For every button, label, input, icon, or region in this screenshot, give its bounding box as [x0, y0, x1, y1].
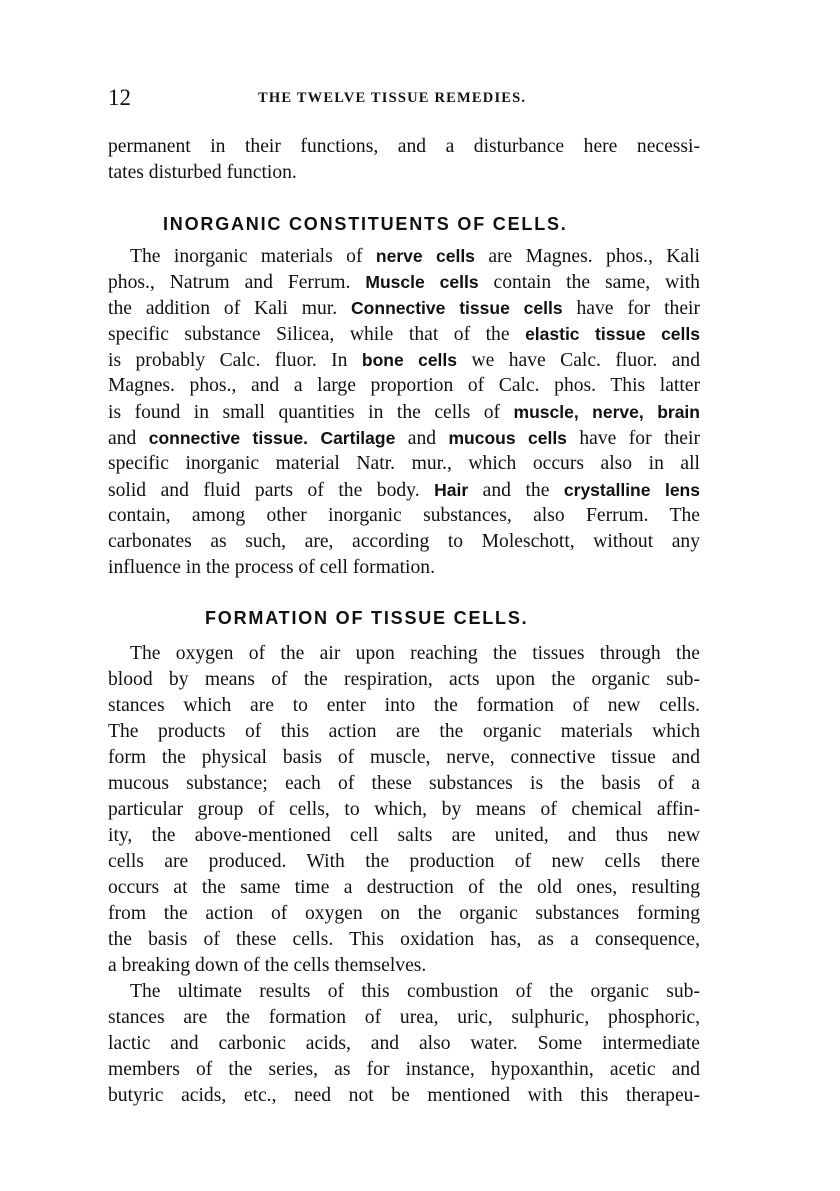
section-heading-formation: FORMATION OF TISSUE CELLS.	[205, 608, 529, 628]
emphasis-term: connective tissue.	[148, 428, 308, 448]
text-line: a breaking down of the cells themselves.	[108, 955, 427, 976]
text-line: carbonates as such, are, according to Moleschott, without any	[108, 531, 700, 552]
text-line	[108, 347, 700, 373]
text-line: stances which are to enter into the formation of new cells.	[108, 695, 700, 716]
text-span: phos., Natrum and Ferrum.	[108, 272, 366, 293]
text-line	[108, 477, 700, 503]
text-line: blood by means of the respiration, acts upon the organic sub-	[108, 669, 700, 690]
running-head: THE TWELVE TISSUE REMEDIES.	[258, 90, 527, 106]
emphasis-term: crystalline lens	[563, 480, 700, 500]
emphasis-term: Cartilage	[320, 428, 396, 448]
text-line	[108, 321, 700, 347]
text-line: The products of this action are the organic materials which	[108, 721, 700, 742]
text-span: and	[395, 428, 449, 449]
text-line: occurs at the same time a destruction of the old ones, resulting	[108, 877, 700, 898]
text-line: stances are the formation of urea, uric, sulphuric, phosphoric,	[108, 1007, 700, 1028]
text-line: The ultimate results of this combustion of the organic sub-	[130, 981, 700, 1002]
text-line: specific inorganic material Natr. mur., which occurs also in all	[108, 453, 700, 474]
emphasis-term: bone cells	[361, 350, 458, 370]
text-span: is probably Calc. fluor. In	[108, 350, 362, 371]
text-span: contain the same, with	[478, 272, 700, 293]
text-line: influence in the process of cell formation.	[108, 557, 435, 578]
text-line: the basis of these cells. This oxidation has, as a consequence,	[108, 929, 700, 950]
text-line	[108, 425, 700, 451]
emphasis-term: Connective tissue cells	[351, 298, 563, 318]
emphasis-term: elastic tissue cells	[525, 324, 700, 344]
text-span: are Magnes. phos., Kali	[474, 246, 700, 267]
text-line: particular group of cells, to which, by means of chemical affin-	[108, 799, 700, 820]
text-line: The oxygen of the air upon reaching the tissues through the	[130, 643, 700, 664]
text-line: ity, the above-mentioned cell salts are united, and thus new	[108, 825, 700, 846]
text-line	[130, 243, 700, 269]
text-span: and	[108, 428, 149, 449]
text-line: contain, among other inorganic substances, also Ferrum. The	[108, 505, 700, 526]
text-span: is found in small quantities in the cells of	[108, 402, 514, 423]
text-line: cells are produced. With the production of new cells there	[108, 851, 700, 872]
text-line	[108, 399, 700, 425]
emphasis-term: Muscle cells	[365, 272, 479, 292]
text-line: tates disturbed function.	[108, 162, 297, 183]
page-number: 12	[108, 85, 131, 110]
text-span: The inorganic materials of	[130, 246, 376, 267]
text-span: have for their	[562, 298, 701, 319]
text-line: Magnes. phos., and a large proportion of Calc. phos. This latter	[108, 375, 700, 396]
text-span: specific substance Silicea, while that of the	[108, 324, 526, 345]
emphasis-term: muscle, nerve, brain	[513, 402, 700, 422]
text-span: have for their	[566, 428, 700, 449]
text-span: and the	[468, 480, 564, 501]
section-heading-inorganic: INORGANIC CONSTITUENTS OF CELLS.	[163, 214, 568, 234]
text-line: members of the series, as for instance, hypoxanthin, acetic and	[108, 1059, 700, 1080]
emphasis-term: Hair	[434, 480, 469, 500]
text-line: from the action of oxygen on the organic substances forming	[108, 903, 700, 924]
text-span: we have Calc. fluor. and	[457, 350, 700, 371]
text-line: butyric acids, etc., need not be mentioned with this therapeu-	[108, 1085, 700, 1106]
text-line: lactic and carbonic acids, and also water. Some intermediate	[108, 1033, 700, 1054]
text-span: solid and fluid parts of the body.	[108, 480, 435, 501]
text-line	[108, 269, 700, 295]
text-line	[108, 295, 700, 321]
emphasis-term: nerve cells	[375, 246, 475, 266]
emphasis-term: mucous cells	[448, 428, 567, 448]
text-line: permanent in their functions, and a disturbance here necessi-	[108, 136, 700, 157]
text-span	[308, 428, 320, 449]
text-line: mucous substance; each of these substances is the basis of a	[108, 773, 700, 794]
text-span: the addition of Kali mur.	[108, 298, 352, 319]
text-line: form the physical basis of muscle, nerve, connective tissue and	[108, 747, 700, 768]
